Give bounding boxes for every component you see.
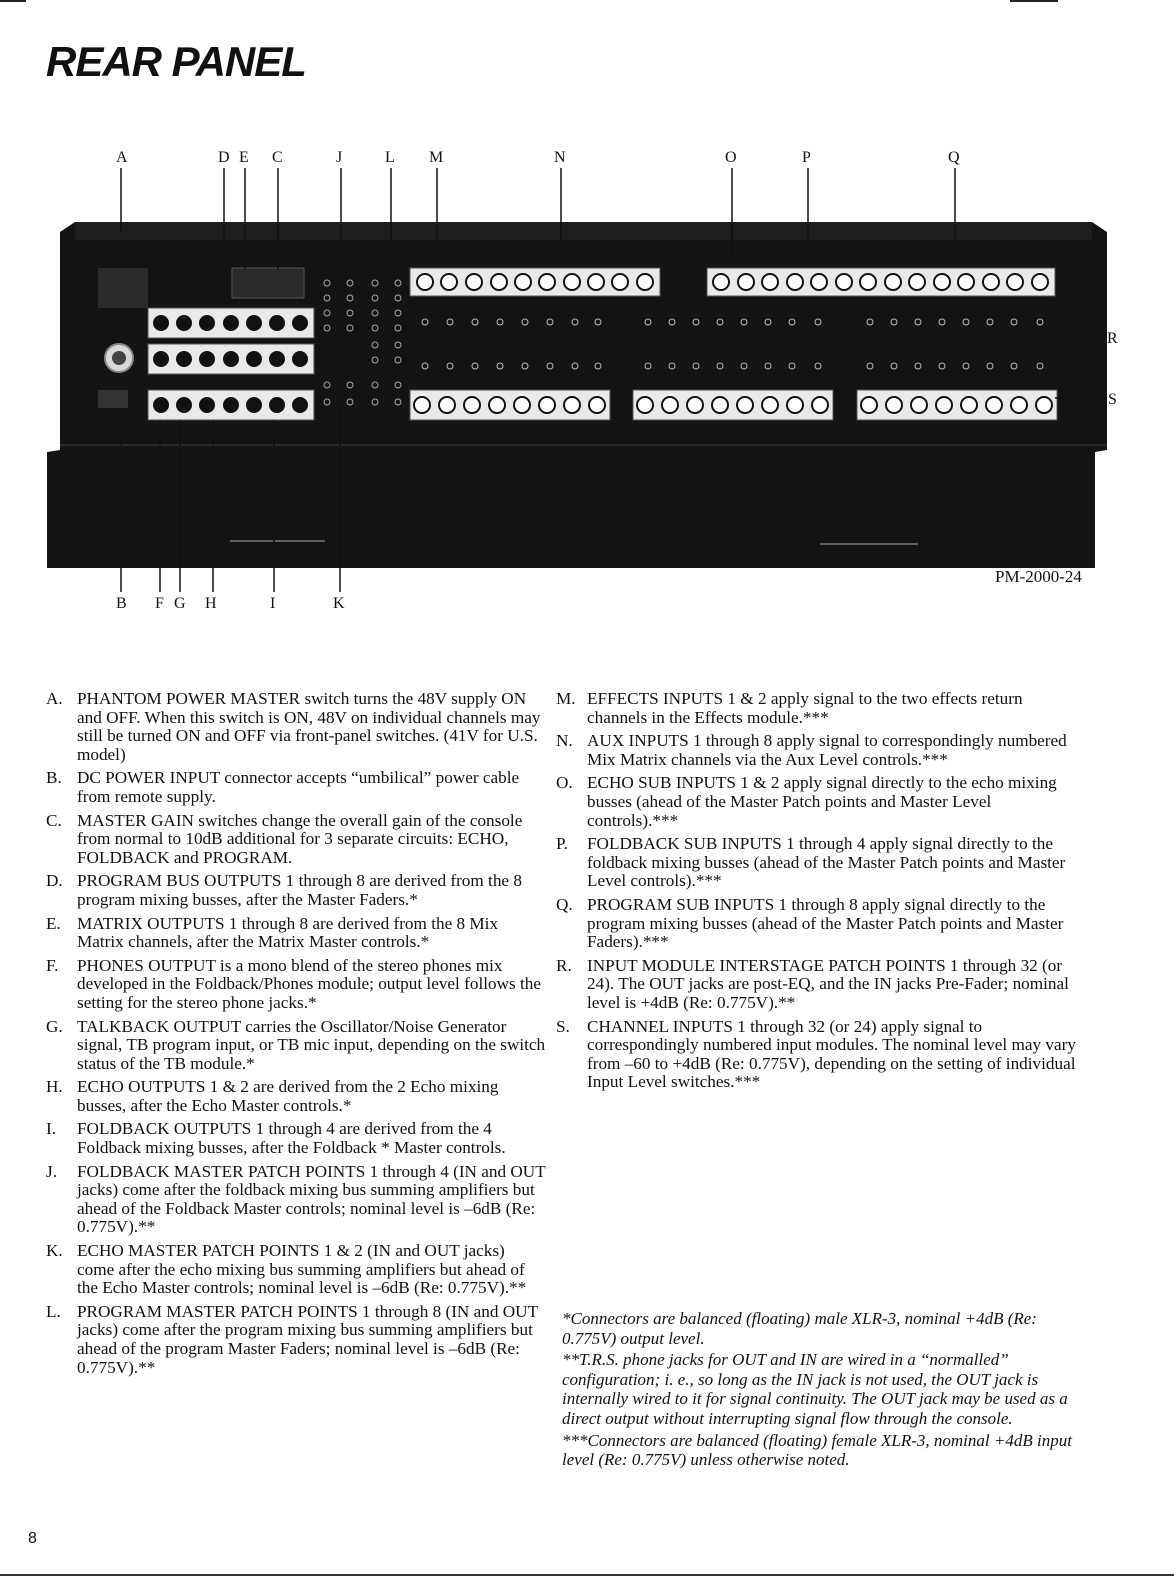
item-text: MATRIX OUTPUTS 1 through 8 are derived from the 8 Mix Matrix channels, after the Matrix Master controls.* [77,913,499,952]
footnote-single: *Connectors are balanced (floating) male XLR-3, nominal +4dB (Re: 0.775V) output level. [562,1309,1037,1348]
item-L [46,1303,546,1377]
item-F [46,957,546,1013]
item-letter: R. [556,955,572,975]
callout-O: O [725,149,737,166]
item-R [556,957,1076,1013]
item-letter: N. [556,731,573,751]
item-letter: D. [46,871,63,891]
footnote-triple: ***Connectors are balanced (floating) female XLR-3, nominal +4dB input level (Re: 0.775V) unless otherwise noted. [562,1430,1072,1470]
model-label: PM-2000-24 [995,567,1082,586]
page-title: REAR PANEL [46,38,306,85]
callout-M: M [429,149,444,166]
item-text: PHONES OUTPUT is a mono blend of the stereo phones mix developed in the Foldback/Phones module; output level follows the setting for the stereo phone jacks.* [77,955,541,1012]
item-I [46,1120,546,1157]
item-C [46,812,546,868]
callout-S: S [1108,391,1117,408]
callout-J: J [336,149,343,166]
callout-P: P [802,149,811,166]
callout-G: G [174,595,186,612]
callout-I: I [270,595,276,612]
item-letter: B. [46,768,62,788]
item-text: PHANTOM POWER MASTER switch turns the 48V supply ON and OFF. When this switch is ON, 48V on individual channels may still be turned ON and OFF via front-panel switches. (41V for U.S. model) [77,689,541,764]
item-Q [556,896,1076,952]
item-letter: Q. [556,894,573,914]
item-text: INPUT MODULE INTERSTAGE PATCH POINTS 1 through 32 (or 24). The OUT jacks are post-EQ, and the IN jacks Pre-Fader; nominal level is +4dB (Re: 0.775V).** [587,955,1069,1012]
callout-B: B [116,595,127,612]
item-text: PROGRAM BUS OUTPUTS 1 through 8 are derived from the 8 program mixing busses, after the Master Faders.* [77,871,522,909]
item-letter: P. [556,834,568,854]
callout-N: N [554,149,566,166]
vent-grille [98,268,148,308]
item-letter: E. [46,913,61,933]
callout-H: H [205,595,217,612]
item-letter: O. [556,773,573,793]
item-letter: L. [46,1301,61,1321]
item-letter: I. [46,1119,57,1139]
item-K [46,1242,546,1298]
dc-power-input [232,268,304,298]
footnote-double: **T.R.S. phone jacks for OUT and IN are wired in a “normalled” configuration; i. e., so long as the IN jack is not used, the OUT jack is internally wired to it for signal continuity. The OUT jack may be used as a direct output without interrupting signal flow through the console. [562,1350,1068,1428]
item-text: MASTER GAIN switches change the overall gain of the console from normal to 10dB additional for 3 separate circuits: ECHO, FOLDBACK and PROGRAM. [77,810,523,867]
brand-badge [98,390,128,408]
description-column-left [46,690,546,1382]
item-text: DC POWER INPUT connector accepts “umbilical” power cable from remote supply. [77,768,520,806]
item-text: FOLDBACK MASTER PATCH POINTS 1 through 4 (IN and OUT jacks) come after the foldback mixing bus summing amplifiers but ahead of the Foldback Master controls; nominal level is –6dB (Re: 0.775V).** [77,1161,546,1237]
item-E [46,915,546,952]
console-top-strip [75,222,1092,240]
item-S [556,1018,1076,1092]
item-D [46,872,546,909]
callout-F: F [155,595,164,612]
item-P [556,835,1076,891]
item-text: PROGRAM SUB INPUTS 1 through 8 apply signal directly to the program mixing busses (ahead of the Master Patch points and Master Faders).*** [587,894,1064,952]
item-letter: C. [46,810,62,830]
item-B [46,769,546,806]
callout-E: E [239,149,249,166]
item-M [556,690,1076,727]
item-text: FOLDBACK OUTPUTS 1 through 4 are derived from the 4 Foldback mixing busses, after the Foldback * Master controls. [77,1119,506,1158]
item-letter: S. [556,1016,570,1036]
callout-K: K [333,595,345,612]
item-N [556,732,1076,769]
item-letter: J. [46,1161,57,1181]
page-number: 8 [28,1530,37,1547]
item-text: ECHO MASTER PATCH POINTS 1 & 2 (IN and OUT jacks) come after the echo mixing bus summing amplifiers but ahead of the Echo Master controls; nominal level is –6dB (Re: 0.775V).** [77,1241,527,1298]
item-letter: H. [46,1077,63,1097]
item-H [46,1078,546,1115]
item-O [556,774,1076,830]
description-column-right [556,690,1076,1097]
item-J [46,1163,546,1237]
item-text: FOLDBACK SUB INPUTS 1 through 4 apply signal directly to the foldback mixing busses (ahead of the Master Patch points and Master Level controls).*** [587,834,1066,891]
item-text: ECHO SUB INPUTS 1 & 2 apply signal directly to the echo mixing busses (ahead of the Master Patch points and Master Level controls).*** [587,773,1057,830]
bottom-rule [0,1574,1174,1576]
item-A [46,690,546,764]
item-G [46,1018,546,1074]
item-letter: K. [46,1241,63,1261]
sub-inputs-xlr-strip [707,268,1055,296]
item-letter: M. [556,689,576,708]
callout-Q: Q [948,149,960,166]
callout-L: L [385,149,395,166]
rear-panel-diagram [0,0,1174,620]
item-text: CHANNEL INPUTS 1 through 32 (or 24) apply signal to correspondingly numbered input modules. The nominal level may vary from –60 to +4dB (Re: 0.775V), depending on the setting of individual Input Level switches.*** [587,1016,1076,1092]
item-text: EFFECTS INPUTS 1 & 2 apply signal to the two effects return channels in the Effects module.*** [587,689,1023,727]
callout-C: C [272,149,283,166]
item-letter: A. [46,689,63,708]
item-text: TALKBACK OUTPUT carries the Oscillator/Noise Generator signal, TB program input, or TB mic input, depending on the switch status of the TB module.* [77,1016,546,1073]
item-text: PROGRAM MASTER PATCH POINTS 1 through 8 (IN and OUT jacks) come after the program mixing bus summing amplifiers but ahead of the program Master Faders; nominal level is –6dB (Re: 0.775V).** [77,1301,538,1377]
callout-D: D [218,149,230,166]
item-letter: F. [46,955,59,975]
callout-A: A [116,149,128,166]
callout-R: R [1107,330,1118,347]
item-text: ECHO OUTPUTS 1 & 2 are derived from the 2 Echo mixing busses, after the Echo Master controls.* [77,1077,499,1115]
footnotes [562,1309,1082,1472]
item-text: AUX INPUTS 1 through 8 apply signal to correspondingly numbered Mix Matrix channels via the Aux Level controls.*** [587,731,1067,769]
item-letter: G. [46,1016,63,1036]
